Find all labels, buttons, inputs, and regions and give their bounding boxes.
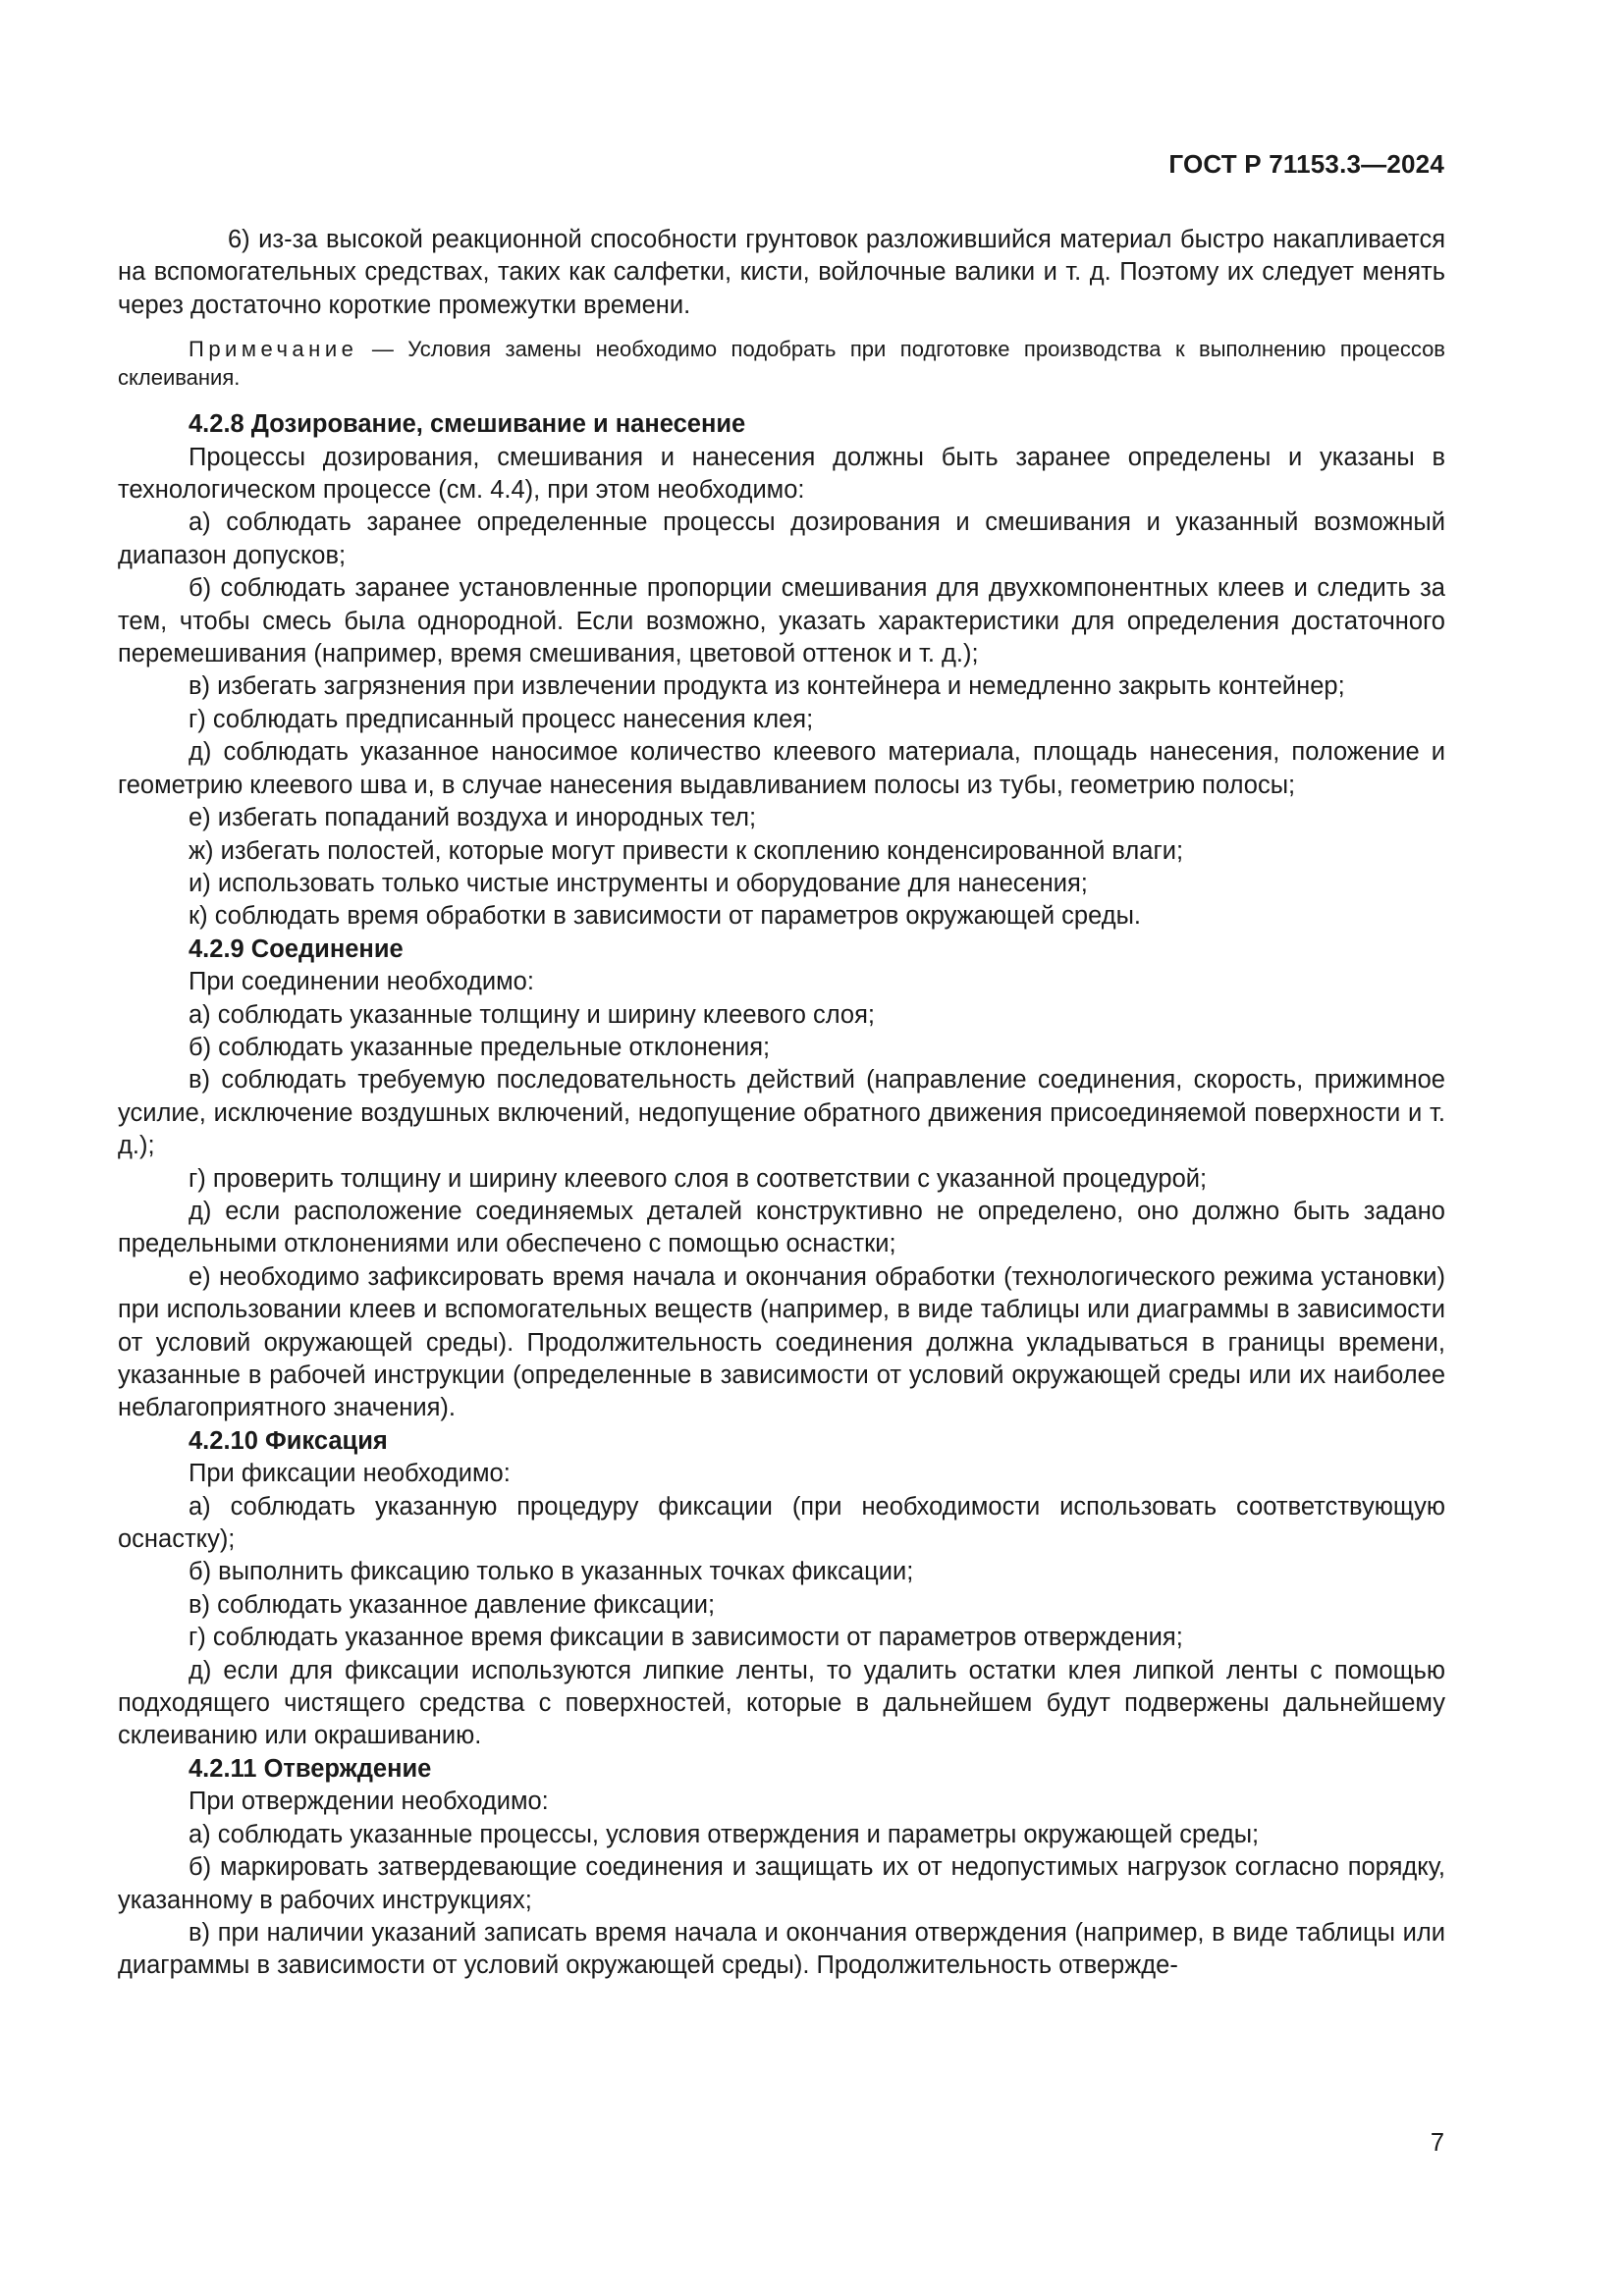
section-intro: При отверждении необходимо: <box>189 1788 549 1816</box>
list-item: а) соблюдать указанные толщину и ширину клеевого слоя; <box>189 1000 875 1029</box>
list-item: в) избегать загрязнения при извлечении продукта из контейнера и немедленно закрыть контейнер; <box>189 672 1345 701</box>
list-item: а) соблюдать указанную процедуру фиксации (при необходимости использовать соответствующую оснастку); <box>118 1492 1445 1554</box>
section-heading-4-2-11: 4.2.11 Отверждение <box>189 1754 432 1783</box>
list-item: в) соблюдать требуемую последовательность действий (направление соединения, скорость, прижимное усилие, исключение воздушных включений, недопущение обратного движения присоединяемой поверхности и т. д.); <box>118 1066 1445 1160</box>
list-item: г) соблюдать предписанный процесс нанесения клея; <box>189 705 814 733</box>
list-item: е) избегать попаданий воздуха и инородных тел; <box>189 804 757 832</box>
section-intro: При фиксации необходимо: <box>189 1460 511 1488</box>
list-item: ж) избегать полостей, которые могут привести к скоплению конденсированной влаги; <box>189 836 1184 865</box>
list-item: а) соблюдать заранее определенные процессы дозирования и смешивания и указанный возможный диапазон допусков; <box>118 508 1445 569</box>
list-item: 6) из-за высокой реакционной способности грунтовок разложившийся материал быстро накапливается на вспомогательных средствах, таких как салфетки, кисти, войлочные валики и т. д. Поэтому их следует менять через достаточно короткие промежутки времени. <box>118 226 1445 319</box>
list-item: б) соблюдать указанные предельные отклонения; <box>189 1033 771 1061</box>
list-item: г) соблюдать указанное время фиксации в зависимости от параметров отверждения; <box>189 1624 1183 1652</box>
document-code: ГОСТ Р 71153.3—2024 <box>1168 149 1444 179</box>
list-item: в) соблюдать указанное давление фиксации; <box>189 1590 716 1619</box>
list-item: е) необходимо зафиксировать время начала и окончания обработки (технологического режима установки) при использовании клеев и вспомогательных веществ (например, в виде таблицы или диаграммы в зависимости от условий окружающей среды). Продолжительность соединения должна укладываться в границы времени, указанные в рабочей инструкции (определенные в зависимости от условий окружающей среды или их наиболее неблагоприятного значения). <box>118 1262 1445 1422</box>
list-item: к) соблюдать время обработки в зависимости от параметров окружающей среды. <box>189 902 1142 931</box>
list-item: а) соблюдать указанные процессы, условия отверждения и параметры окружающей среды; <box>189 1820 1260 1848</box>
list-item: б) маркировать затвердевающие соединения и защищать их от недопустимых нагрузок согласно порядку, указанному в рабочих инструкциях; <box>118 1853 1445 1914</box>
list-item: и) использовать только чистые инструменты и оборудование для нанесения; <box>189 869 1088 897</box>
list-item: д) соблюдать указанное наносимое количество клеевого материала, площадь нанесения, положение и геометрию клеевого шва и, в случае нанесения выдавливанием полосы из тубы, геометрию полосы; <box>118 738 1445 799</box>
list-item: д) если расположение соединяемых деталей конструктивно не определено, оно должно быть задано предельными отклонениями или обеспечено с помощью оснастки; <box>118 1197 1445 1258</box>
list-item: б) соблюдать заранее установленные пропорции смешивания для двухкомпонентных клеев и следить за тем, чтобы смесь была однородной. Если возможно, указать характеристики для определения достаточного перемешивания (например, время смешивания, цветовой оттенок и т. д.); <box>118 574 1445 668</box>
section-intro: Процессы дозирования, смешивания и нанесения должны быть заранее определены и указаны в технологическом процессе (см. 4.4), при этом необходимо: <box>118 443 1445 505</box>
section-heading-4-2-9: 4.2.9 Соединение <box>189 934 404 963</box>
section-intro: При соединении необходимо: <box>189 968 534 996</box>
note-text: — Условия замены необходимо подобрать при подготовке производства к выполнению процессов склеивания. <box>118 337 1445 391</box>
page-content <box>118 224 1445 1983</box>
section-heading-4-2-8: 4.2.8 Дозирование, смешивание и нанесение <box>189 410 746 439</box>
note-label: Примечание <box>189 337 358 362</box>
list-item: г) проверить толщину и ширину клеевого слоя в соответствии с указанной процедурой; <box>189 1164 1208 1193</box>
page-number: 7 <box>1430 2129 1444 2157</box>
list-item: б) выполнить фиксацию только в указанных точках фиксации; <box>189 1558 914 1586</box>
note <box>118 335 1445 392</box>
list-item: в) при наличии указаний записать время начала и окончания отверждения (например, в виде таблицы или диаграммы в зависимости от условий окружающей среды). Продолжительность отвержде- <box>118 1918 1445 1980</box>
section-heading-4-2-10: 4.2.10 Фиксация <box>189 1426 388 1455</box>
list-item: д) если для фиксации используются липкие ленты, то удалить остатки клея липкой ленты с помощью подходящего чистящего средства с поверхностей, которые в дальнейшем будут подвержены дальнейшему склеиванию или окрашиванию. <box>118 1656 1445 1750</box>
